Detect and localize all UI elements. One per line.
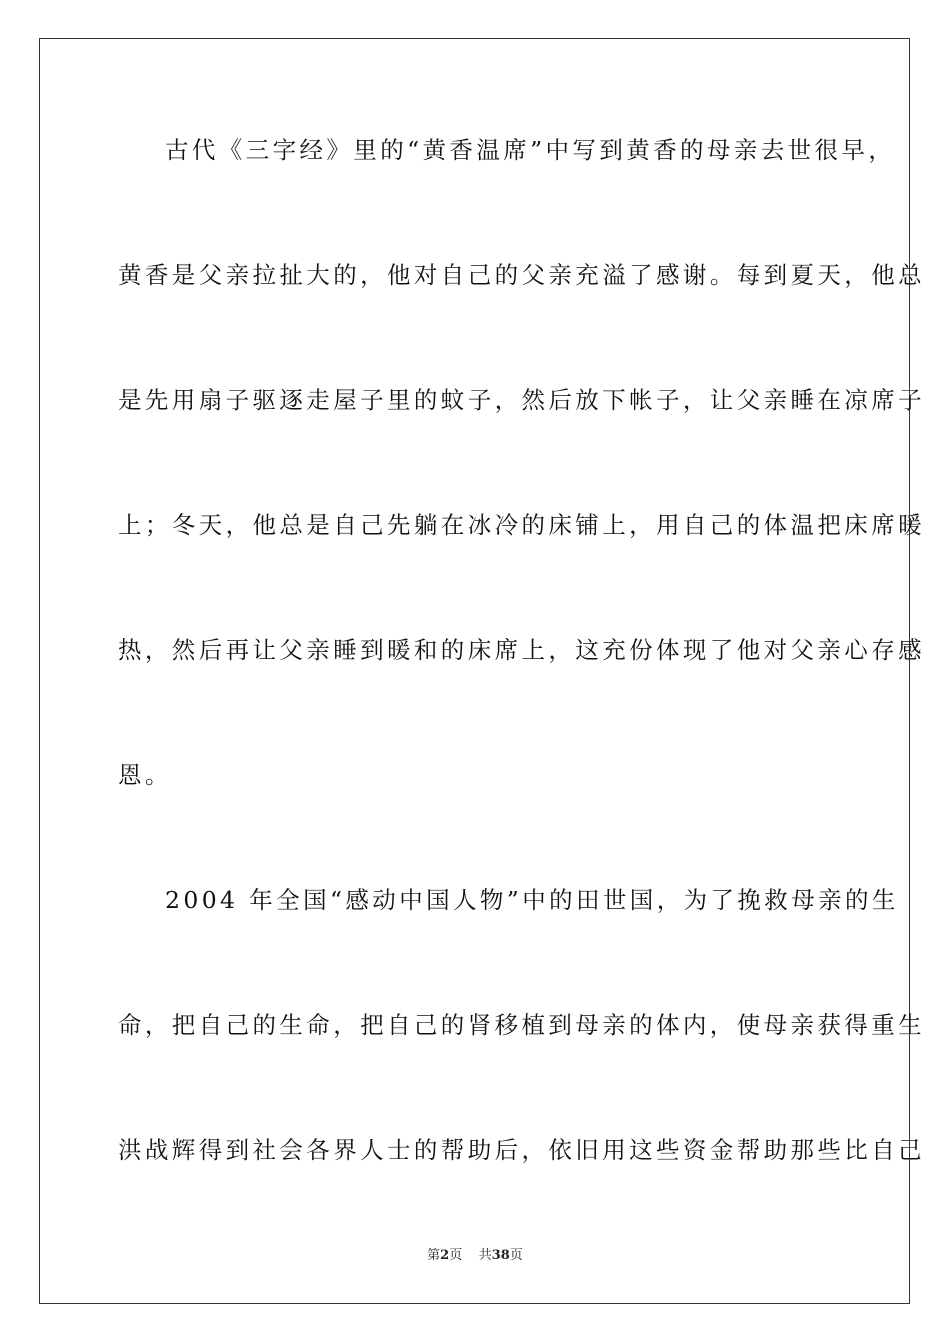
total-prefix: 共 xyxy=(478,1248,492,1263)
text-line: 古代《三字经》里的“黄香温席”中写到黄香的母亲去世很早， xyxy=(165,136,896,164)
text-line: 热，然后再让父亲睡到暖和的床席上，这充份体现了他对父亲心存感 xyxy=(118,636,925,664)
page-number: 2 xyxy=(440,1248,450,1263)
text-line: 洪战辉得到社会各界人士的帮助后，依旧用这些资金帮助那些比自己 xyxy=(118,1136,925,1164)
text-line: 命，把自己的生命，把自己的肾移植到母亲的体内，使母亲获得重生 xyxy=(118,1011,925,1039)
page-footer xyxy=(0,1247,950,1265)
page-frame xyxy=(39,38,925,1304)
text-line: 恩。 xyxy=(118,761,172,789)
text-line: 上；冬天，他总是自己先躺在冰冷的床铺上，用自己的体温把床席暖 xyxy=(118,511,925,539)
text-line: 是先用扇子驱逐走屋子里的蚊子，然后放下帐子，让父亲睡在凉席子 xyxy=(118,386,925,414)
page-suffix: 页 xyxy=(449,1248,463,1263)
text-line: 2004 年全国“感动中国人物”中的田世国，为了挽救母亲的生 xyxy=(165,886,899,914)
page-prefix: 第 xyxy=(427,1248,441,1263)
total-suffix: 页 xyxy=(509,1248,523,1263)
total-pages: 38 xyxy=(491,1248,510,1263)
text-line: 黄香是父亲拉扯大的，他对自己的父亲充溢了感谢。每到夏天，他总 xyxy=(118,261,925,289)
